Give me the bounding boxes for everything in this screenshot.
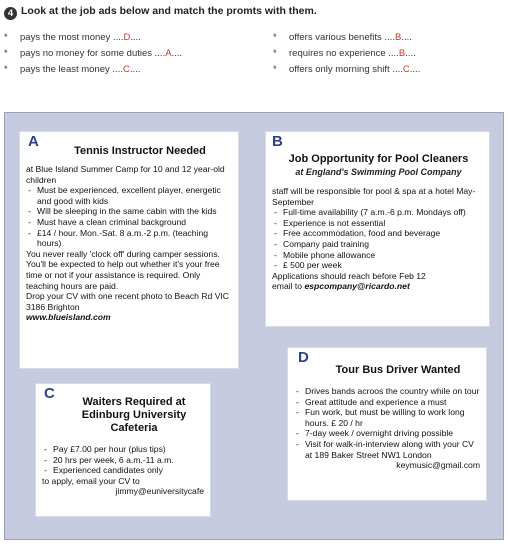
ad-bullet: - Full-time availability (7 a.m.-6 p.m. Mondays off) xyxy=(272,207,486,218)
ad-email-link[interactable]: keymusic@gmail.com xyxy=(396,460,480,471)
ad-bullet: - Will be sleeping in the same cabin with the kids xyxy=(26,206,232,217)
prompt-item: * pays the most money ....D.... xyxy=(4,32,141,43)
ad-bullet: - £ 500 per week xyxy=(272,260,486,271)
ad-letter: A xyxy=(28,133,39,150)
ad-bullet: - Experienced candidates only xyxy=(42,465,208,476)
star-bullet-icon: * xyxy=(4,48,8,59)
star-bullet-icon: * xyxy=(273,32,277,43)
ad-title: Job Opportunity for Pool Cleaners xyxy=(288,153,469,165)
prompt-item: * pays no money for some duties ....A.... xyxy=(4,48,183,59)
ad-email-link[interactable]: espcompany@ricardo.net xyxy=(304,281,410,292)
ad-letter: B xyxy=(272,133,283,150)
ad-card-a xyxy=(19,131,239,369)
ad-intro: staff will be responsible for pool & spa at a hotel May-September xyxy=(272,186,476,207)
prompt-answer: A xyxy=(165,48,172,59)
prompt-answer: C xyxy=(402,64,410,75)
ad-body xyxy=(272,186,486,292)
ad-paragraph: Drop your CV with one recent photo to Beach Rd VIC 3186 Brighton xyxy=(26,291,230,312)
star-bullet-icon: * xyxy=(4,32,8,43)
star-bullet-icon: * xyxy=(273,48,277,59)
prompt-item: * pays the least money ....C.... xyxy=(4,64,141,75)
ad-card-c xyxy=(35,383,211,517)
ad-body xyxy=(26,164,232,323)
job-ads-board xyxy=(4,112,504,540)
ad-bullet: - Must have a clean criminal background xyxy=(26,217,232,228)
ad-paragraph: Applications should reach before Feb 12 xyxy=(272,270,426,281)
ad-contact: email to espcompany@ricardo.net xyxy=(272,281,410,292)
ad-letter: D xyxy=(298,349,309,366)
ad-bullet: - Great attitude and experience a must xyxy=(294,397,482,408)
ad-title: Waiters Required at Edinburg University Cafeteria xyxy=(81,396,187,434)
ad-bullet-list xyxy=(294,386,482,460)
ad-bullet: - Mobile phone allowance xyxy=(272,250,486,261)
ad-bullet: - Experience is not essential xyxy=(272,218,486,229)
star-bullet-icon: * xyxy=(4,64,8,75)
ad-title: Tour Bus Driver Wanted xyxy=(335,364,461,376)
ad-bullet: - Drives bands acroos the country while on tour xyxy=(294,386,482,397)
star-bullet-icon: * xyxy=(273,64,277,75)
prompt-answer: C xyxy=(122,64,130,75)
prompt-item: * offers only morning shift ....C.... xyxy=(273,64,421,75)
prompt-item: * requires no experience ....B.... xyxy=(273,48,416,59)
prompt-answer: D xyxy=(123,32,131,43)
ad-bullet: - Fun work, but must be willing to work long hours. £ 20 / hr xyxy=(294,407,482,428)
ad-email-link[interactable]: jimmy@euniversitycafe xyxy=(115,486,204,497)
ad-bullet: - 20 hrs per week, 6 a.m.-11 a.m. xyxy=(42,455,208,466)
ad-letter: C xyxy=(44,385,55,402)
ad-subtitle: at England's Swimming Pool Company xyxy=(295,167,462,177)
ad-body xyxy=(42,444,208,497)
exercise-number-badge: 4 xyxy=(4,7,17,20)
ad-bullet: - Pay £7.00 per hour (plus tips) xyxy=(42,444,208,455)
prompt-answer: B xyxy=(394,32,402,43)
ad-bullet: - 7-day week / overnight driving possible xyxy=(294,428,482,439)
ad-card-b xyxy=(265,131,490,327)
ad-intro: at Blue Island Summer Camp for 10 and 12 year-old children xyxy=(26,164,225,185)
ad-bullet: - £14 / hour. Mon.-Sat. 8 a.m.-2 p.m. (teaching hours) xyxy=(26,228,232,249)
ad-body xyxy=(294,386,482,471)
ad-bullet-list xyxy=(272,207,486,271)
prompt-item: * offers various benefits ....B.... xyxy=(273,32,412,43)
ad-paragraph: You never really 'clock off' during camper sessions. You'll be expected to help out whether it's your free time or not if your assistance is required. Only teaching hours are paid. xyxy=(26,248,220,291)
ad-bullet: - Free accommodation, food and beverage xyxy=(272,228,486,239)
ad-title: Tennis Instructor Needed xyxy=(74,145,206,157)
exercise-instruction: Look at the job ads below and match the promts with them. xyxy=(21,5,317,17)
ad-bullet: - Visit for walk-in-interview along with your CV at 189 Baker Street NW1 London xyxy=(294,439,482,460)
prompt-answer: B xyxy=(398,48,406,59)
ad-paragraph: to apply, email your CV to xyxy=(42,475,140,486)
ad-bullet-list xyxy=(26,185,232,249)
ad-bullet: - Company paid training xyxy=(272,239,486,250)
ad-card-d xyxy=(287,347,487,501)
ad-bullet: - Must be experienced, excellent player, energetic and good with kids xyxy=(26,185,232,206)
exercise-header xyxy=(4,5,317,20)
ad-bullet-list xyxy=(42,444,208,476)
ad-website-link[interactable]: www.blueisland.com xyxy=(26,312,111,323)
